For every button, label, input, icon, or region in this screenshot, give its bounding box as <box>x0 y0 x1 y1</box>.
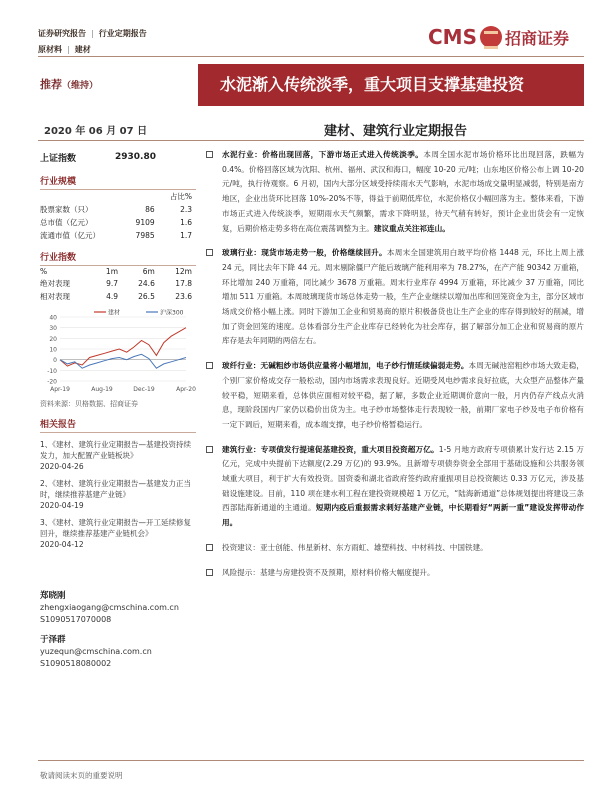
perf-cell: 9.7 <box>106 279 118 288</box>
analyst-block <box>40 590 196 626</box>
perf-cell: 17.8 <box>175 279 192 288</box>
related-heading: 相关报告 <box>40 417 196 433</box>
scale-row-pct: 1.6 <box>180 218 192 227</box>
chart-legend-label: 建材 <box>108 309 121 317</box>
body-paragraph <box>200 566 584 581</box>
logo-text: CMS <box>428 25 477 49</box>
analyst-block <box>40 634 196 670</box>
index-value: 2930.80 <box>115 152 156 162</box>
chart-x-tick-label: Aug-19 <box>91 386 113 393</box>
paragraph-tail: 建议重点关注祁连山。 <box>373 223 450 233</box>
perf-row-label: 绝对表现 <box>40 279 70 288</box>
paragraph-body: 本周全国水泥市场价格环比出现回落，跌幅为 0.4%。价格回落区域为沈阳、杭州、福州、武汉和海口，幅度 10-20 元/吨；山东地区价格公布上调 10-20 元/吨，执行待观察。6 月初，国内大部分区域受持续雨水天气影响，水泥市场成交量明显减弱，特别是南方地区，企业出货环比回落 10%-20%不等，得益于前期低库位，水泥价格仅小幅回落为主。整体来看，下游市场正式进入传统淡季，短期雨水天气频繁，需求下降明显，待天气稍有转好，预计企业出货会有一定恢复，后期价格走势多将在高位震荡调整为主。 <box>222 150 585 233</box>
paragraph-lead: 玻纤行业：无碱粗纱市场供应量将小幅增加，电子纱行情延续偏弱走势。 <box>222 361 469 371</box>
chart-x-tick-label: Apr-20 <box>176 386 196 393</box>
report-subcategory: 行业定期报告 <box>98 29 147 38</box>
scale-row-label: 流通市值（亿元） <box>40 231 100 240</box>
index-row <box>40 148 196 166</box>
scale-table <box>40 190 196 242</box>
perf-chart-svg <box>40 307 196 397</box>
perf-heading: 行业指数 <box>40 250 196 266</box>
paragraph-body: 1-5 月地方政府专项债累计发行达 2.15 万亿元，完成中央提前下达额度(2.29 万亿)的 93.9%。且新增专项债券资金全部用于基础设施和公共服务领域重大项目，利于扩大有效投资。国资委和湖北省政府签约政府重振项目总投资额达 0.33 万亿元，涉及基础设施建设。目前，110 项在建水利工程在建投资规模超 1 万亿元，“陆海新通道”总体规划提出将建设三条西部陆海新通道的主通道。 <box>222 444 584 513</box>
paragraph-lead: 水泥行业：价格出现回落，下游市场正式进入传统淡季。 <box>222 150 424 159</box>
analyst-name: 郑晓刚 <box>40 591 66 601</box>
table-row <box>40 229 196 242</box>
body-paragraph <box>200 148 584 236</box>
analyst-email: zhengxiaogang@cmschina.com.cn <box>40 603 179 612</box>
sidebar <box>40 148 196 670</box>
chart-y-tick-label: 10 <box>49 346 57 354</box>
scale-row-pct: 2.3 <box>180 205 192 214</box>
related-report-date: 2020-04-26 <box>40 462 84 471</box>
scale-row-value: 7985 <box>135 231 155 240</box>
square-bullet-icon <box>206 249 213 256</box>
analyst-name: 于泽群 <box>40 635 66 645</box>
body-paragraph <box>200 246 584 349</box>
related-report-title: 2、《建材、建筑行业定期报告—基建发力正当时，继续推荐基建产业链》 <box>40 479 192 499</box>
risk-warning: 风险提示：基建与房建投资不及预期，原材料价格大幅度提升。 <box>222 567 435 577</box>
scale-heading: 行业规模 <box>40 174 196 190</box>
scale-row-value: 86 <box>145 205 155 214</box>
table-row <box>40 216 196 229</box>
analyst-id: S1090517070008 <box>40 615 112 624</box>
sector-label: 原材料 <box>38 45 62 54</box>
paragraph-lead: 玻璃行业：现货市场走势一般，价格继续回升。 <box>222 248 387 258</box>
logo-chinese-name: 招商证券 <box>504 28 569 48</box>
scale-row-label: 总市值（亿元） <box>40 218 93 227</box>
chart-source: 资料来源：贝格数据、招商证券 <box>40 400 138 408</box>
rating <box>40 76 98 92</box>
chart-y-tick-label: 20 <box>49 335 57 343</box>
chart-y-tick-label: 40 <box>49 314 57 322</box>
report-category: 证券研究报告 <box>38 29 86 38</box>
scale-row-label: 股票家数（只） <box>40 205 93 214</box>
chart-y-tick-label: -10 <box>47 367 57 375</box>
scale-pct-header: 占比% <box>169 192 192 201</box>
chart-x-tick-label: Dec-19 <box>133 386 155 393</box>
perf-table <box>40 266 196 303</box>
related-report <box>40 517 196 550</box>
rating-label: 推荐 <box>40 78 62 91</box>
industry-label: 建材 <box>74 45 91 54</box>
square-bullet-icon <box>206 446 213 453</box>
table-row <box>40 290 196 303</box>
scale-row-pct: 1.7 <box>180 231 192 240</box>
body-paragraph <box>200 359 584 433</box>
chart-series-line <box>60 354 186 368</box>
chart-series-line <box>60 328 186 366</box>
perf-cell: 26.5 <box>138 292 155 301</box>
paragraph-body: 本周末全国建筑用白玻平均价格 1448 元，环比上周上涨 24 元，同比去年下降 44 元。周末剔除僵尸产能后玻璃产能利用率为 78.27%，在产产能 90342 万重箱，环比增加 240 万重箱，同比减少 3678 万重箱。周末行业库存 4994 万重箱，环比减少 37 万重箱，同比增加 511 万重箱。本周玻璃现货市场总体走势一般，生产企业继续以增加出库和回笼资金为主，部分区域市场成交价格小幅上涨。同时下游加工企业和贸易商的原片积极备货也让生产企业的库存得到较好的削减，增加了资金回笼的速度。总体看部分生产企业库存已经转化为社会库存，据了解部分加工企业和贸易商的原片库存是去年同期的两倍左右。 <box>222 248 585 346</box>
chart-legend-label: 沪深300 <box>160 309 184 317</box>
logo-mark-icon <box>480 26 502 48</box>
perf-chart <box>40 307 196 397</box>
table-row <box>40 203 196 216</box>
square-bullet-icon <box>206 544 213 551</box>
related-report-date: 2020-04-12 <box>40 540 84 549</box>
body-paragraph <box>200 541 584 556</box>
chart-y-tick-label: -20 <box>47 378 57 386</box>
related-report <box>40 478 196 511</box>
report-subtitle: 建材、建筑行业定期报告 <box>324 124 468 139</box>
analyst-id: S1090518080002 <box>40 659 112 668</box>
paragraph-body: 本周无碱池窑粗纱市场大致走稳，个别厂家价格成交存一般松动，国内市场需求表现良好。近期受风电纱需求良好拉底，大众型产品整体产量较平稳，短期来看，总体供应面相对较平稳，据了解，多数企业近期调价意向一般，月内仍存产线点火消息，现阶段国内厂家仍以稳价出货为主。电子纱市场整体走行表现较一般，前期厂家电子纱及电子布价格有一定下调后，短期来看，成本端支撑，电子纱价格暂稳运行。 <box>222 361 585 429</box>
investment-advice: 投资建议：亚士创能、伟星新材、东方雨虹、雄塑科技、中材科技、中国铁建。 <box>222 542 488 552</box>
perf-cell: 24.6 <box>138 279 155 288</box>
perf-cell: 23.6 <box>175 292 192 301</box>
body-paragraph <box>200 443 584 531</box>
perf-cell: 4.9 <box>106 292 118 301</box>
table-row <box>40 277 196 290</box>
perf-row-label: 相对表现 <box>40 292 70 301</box>
perf-unit: % <box>40 267 48 276</box>
rating-sub: （维持） <box>62 81 99 91</box>
chart-y-tick-label: 0 <box>53 357 57 365</box>
square-bullet-icon <box>206 362 213 369</box>
subtitle-divider <box>200 140 584 141</box>
analyst-email: yuzequn@cmschina.com.cn <box>40 647 152 656</box>
square-bullet-icon <box>206 569 213 576</box>
perf-col: 12m <box>175 267 192 276</box>
perf-col: 1m <box>105 267 118 276</box>
perf-col: 6m <box>142 267 155 276</box>
header-divider <box>38 56 584 57</box>
related-report-title: 1、《建材、建筑行业定期报告—基建投资持续发力，加大配置产业链板块》 <box>40 440 192 460</box>
footer-note: 敬请阅读末页的重要说明 <box>40 771 123 780</box>
square-bullet-icon <box>206 151 213 158</box>
paragraph-lead: 建筑行业：专项债发行提速促基建投资，重大项目投资超万亿。 <box>222 444 439 454</box>
related-report-title: 3、《建材、建筑行业定期报告—开工延续修复回升，继续推荐基建产业链机会》 <box>40 518 192 538</box>
sidebar-divider <box>38 140 200 141</box>
chart-x-tick-label: Apr-19 <box>50 386 70 393</box>
report-body <box>200 148 584 590</box>
scale-row-value: 9109 <box>135 218 155 227</box>
paragraph-tail: 短期内疫后重振需求刺好基建产业链，中长期看好“两新一重”建设发挥带动作用。 <box>222 503 584 528</box>
index-label: 上证指数 <box>40 153 77 164</box>
report-type-block: 证券研究报告 | 行业定期报告 原材料 | 建材 <box>38 29 147 54</box>
footer-divider <box>38 760 584 761</box>
cms-logo <box>428 22 569 52</box>
chart-y-tick-label: 30 <box>49 325 57 333</box>
report-title: 水泥渐入传统淡季，重大项目支撑基建投资 <box>198 64 584 106</box>
related-report <box>40 439 196 472</box>
related-report-date: 2020-04-19 <box>40 501 84 510</box>
report-date: 2020 年 06 月 07 日 <box>44 126 148 137</box>
